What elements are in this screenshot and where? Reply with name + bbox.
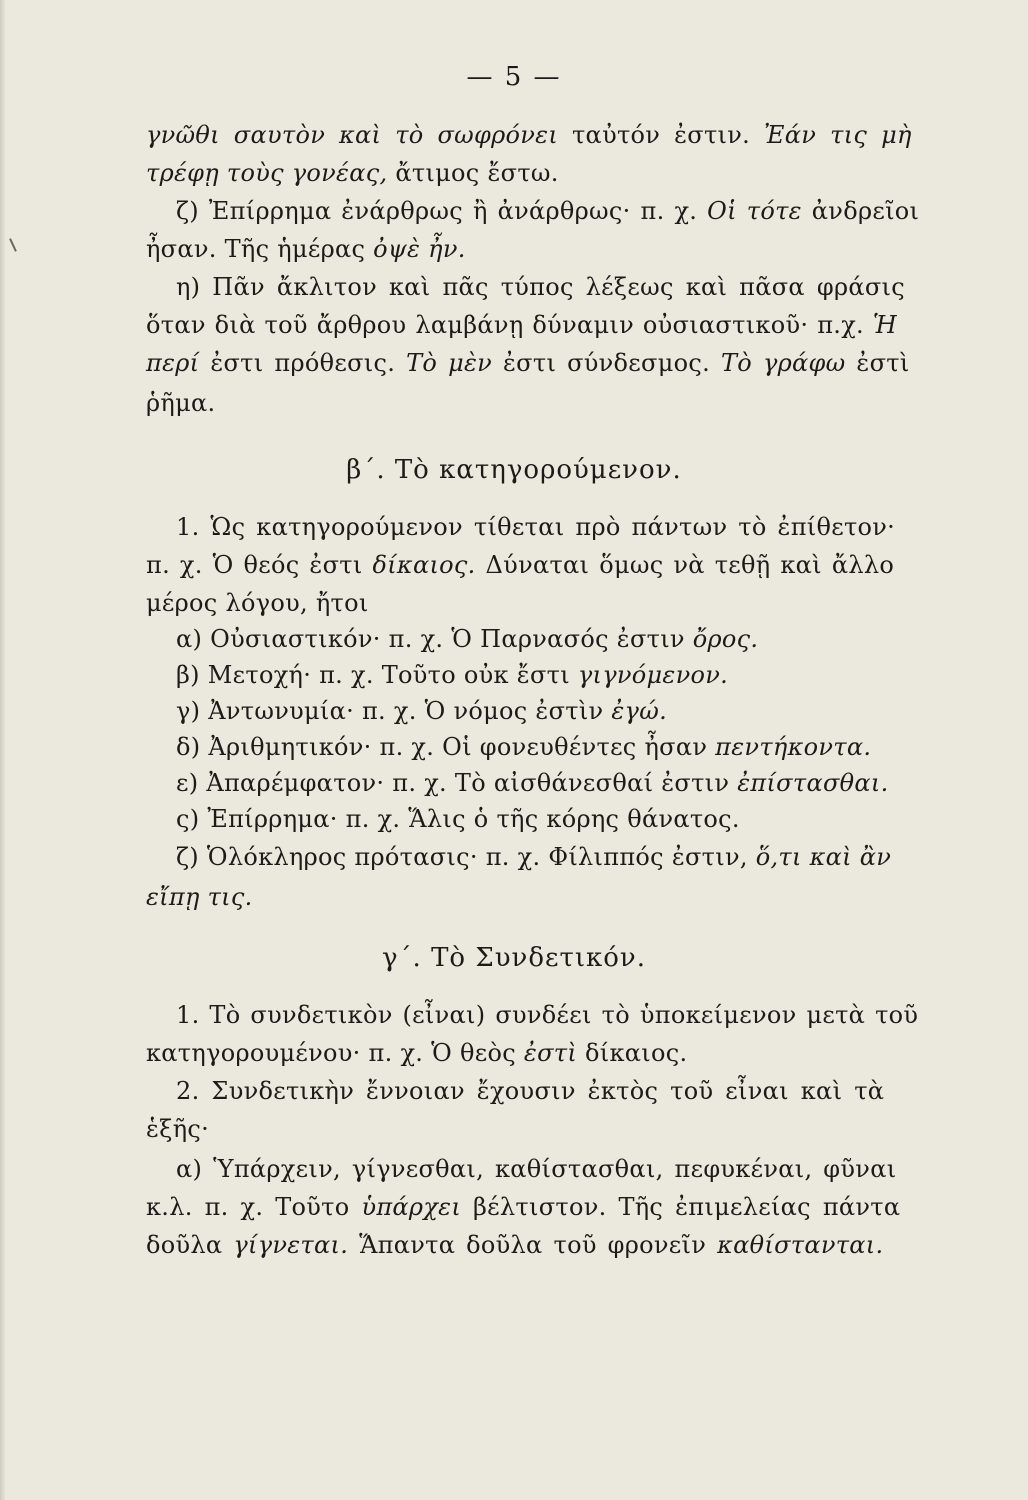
text-line-4 xyxy=(146,234,466,264)
line-25-span-2: ὑπάρχει xyxy=(361,1193,473,1221)
line-13-span-2: γιγνόμενον. xyxy=(577,661,729,689)
line-23-span-1: ἑξῆς· xyxy=(146,1115,210,1143)
line-14-span-1: γ) Ἀντωνυμία· π. χ. Ὁ νόμος ἐστὶν xyxy=(176,697,612,725)
page-number: — 5 — xyxy=(466,62,562,92)
text-line-6 xyxy=(146,310,897,340)
line-5-span-1: η) Πᾶν ἄκλιτον καὶ πᾶς τύπος λέξεως καὶ πᾶσα φράσις xyxy=(176,273,905,301)
line-14-span-2: ἐγώ. xyxy=(611,697,667,725)
line-11-span-1: μέρος λόγου, ἤτοι xyxy=(146,589,369,617)
line-10-span-2: δίκαιος. xyxy=(372,551,486,579)
margin-mark xyxy=(9,238,17,252)
line-3-span-3: ἀνδρεῖοι xyxy=(811,197,920,225)
text-line-16 xyxy=(176,768,889,798)
text-line-21 xyxy=(146,1038,687,1068)
text-line-13 xyxy=(176,660,728,690)
line-7-span-5: Τὸ γράφω xyxy=(720,349,857,377)
line-15-span-1: δ) Ἀριθμητικόν· π. χ. Οἱ φονευθέντες ἦσαν xyxy=(176,733,716,761)
line-26-span-3: Ἅπαντα δοῦλα τοῦ φρονεῖν xyxy=(359,1231,718,1259)
text-line-2 xyxy=(146,158,559,188)
line-12-span-1: α) Οὐσιαστικόν· π. χ. Ὁ Παρνασός ἐστιν xyxy=(176,625,693,653)
text-line-17 xyxy=(176,804,740,834)
line-9-span-1: 1. Ὡς κατηγορούμενον τίθεται πρὸ πάντων τὸ ἐπίθετον· xyxy=(176,513,896,541)
text-line-11 xyxy=(146,588,369,618)
line-7-span-2: ἐστι πρόθεσις. xyxy=(210,349,407,377)
line-26-span-4: καθίστανται. xyxy=(717,1231,884,1259)
text-line-26 xyxy=(146,1230,883,1260)
line-7-span-4: ἐστι σύνδεσμος. xyxy=(503,349,721,377)
text-line-23 xyxy=(146,1114,209,1144)
line-25-span-1: κ.λ. π. χ. Τοῦτο xyxy=(146,1193,362,1221)
line-8-span-1: ῥῆμα. xyxy=(146,389,216,417)
line-3-span-2: Οἱ τότε xyxy=(707,197,812,225)
line-1-span-2: ταὐτόν ἐστιν. xyxy=(571,121,765,149)
text-line-19 xyxy=(146,882,253,912)
text-line-22 xyxy=(176,1076,884,1106)
line-21-span-2: ἐστὶ xyxy=(523,1039,585,1067)
text-line-24 xyxy=(176,1154,896,1184)
line-24-span-1: α) Ὑπάρχειν, γίγνεσθαι, καθίστασθαι, πεφυκέναι, φῦναι xyxy=(176,1155,897,1183)
line-19-span-1: εἴπῃ τις. xyxy=(146,883,253,911)
line-20-span-1: 1. Τὸ συνδετικὸν (εἶναι) συνδέει τὸ ὑποκείμενον μετὰ τοῦ xyxy=(176,1001,919,1029)
text-line-25 xyxy=(146,1192,900,1222)
line-3-span-1: ζ) Ἐπίρρημα ἐνάρθρως ἢ ἀνάρθρως· π. χ. xyxy=(176,197,708,225)
line-10-span-1: π. χ. Ὁ θεός ἐστι xyxy=(146,551,373,579)
line-7-span-1: περί xyxy=(146,349,211,377)
section-heading-b: β΄. Τὸ κατηγορούμενον. xyxy=(346,455,682,485)
text-line-12 xyxy=(176,624,758,654)
line-18-span-2: ὅ,τι καὶ ἂν xyxy=(755,843,892,871)
line-1-span-3: Ἐάν τις μὴ xyxy=(764,121,912,149)
line-25-span-3: βέλτιστον. Τῆς ἐπιμελείας πάντα xyxy=(472,1193,901,1221)
text-line-15 xyxy=(176,732,871,762)
line-4-span-2: ὀψὲ ἦν. xyxy=(373,235,466,263)
text-line-18 xyxy=(176,842,891,872)
line-17-span-1: ς) Ἐπίρρημα· π. χ. Ἅλις ὁ τῆς κόρης θάνατος. xyxy=(176,805,740,833)
line-21-span-1: κατηγορουμένου· π. χ. Ὁ θεὸς xyxy=(146,1039,524,1067)
line-16-span-2: ἐπίστασθαι. xyxy=(737,769,889,797)
text-line-5 xyxy=(176,272,905,302)
text-line-9 xyxy=(176,512,895,542)
text-line-7 xyxy=(146,348,910,378)
line-16-span-1: ε) Ἀπαρέμφατον· π. χ. Τὸ αἰσθάνεσθαί ἐστιν xyxy=(176,769,738,797)
line-22-span-1: 2. Συνδετικὴν ἔννοιαν ἔχουσιν ἐκτὸς τοῦ εἶναι καὶ τὰ xyxy=(176,1077,885,1105)
line-21-span-3: δίκαιος. xyxy=(585,1039,688,1067)
text-line-14 xyxy=(176,696,667,726)
line-2-span-1: τρέφῃ τοὺς γονέας, xyxy=(146,159,396,187)
text-line-1 xyxy=(146,120,912,150)
section-heading-g: γ΄. Τὸ Συνδετικόν. xyxy=(382,943,646,973)
line-2-span-2: ἄτιμος ἔστω. xyxy=(395,159,559,187)
line-26-span-1: δοῦλα xyxy=(146,1231,234,1259)
line-7-span-6: ἐστὶ xyxy=(856,349,910,377)
line-15-span-2: πεντήκοντα. xyxy=(715,733,872,761)
line-4-span-1: ἦσαν. Τῆς ἡμέρας xyxy=(146,235,374,263)
text-line-20 xyxy=(176,1000,918,1030)
line-6-span-1: ὅταν διὰ τοῦ ἄρθρου λαμβάνῃ δύναμιν οὐσιαστικοῦ· π.χ. xyxy=(146,311,873,339)
line-18-span-1: ζ) Ὁλόκληρος πρότασις· π. χ. Φίλιππός ἐστιν, xyxy=(176,843,756,871)
line-1-span-1: γνῶθι σαυτὸν καὶ τὸ σωφρόνει xyxy=(146,121,572,149)
page-edge-shadow xyxy=(0,0,6,1500)
line-26-span-2: γίγνεται. xyxy=(233,1231,360,1259)
line-10-span-3: Δύναται ὅμως νὰ τεθῇ καὶ ἄλλο xyxy=(485,551,895,579)
text-line-8 xyxy=(146,388,215,418)
line-12-span-2: ὄρος. xyxy=(692,625,759,653)
line-6-span-2: Ἡ xyxy=(872,311,898,339)
text-line-10 xyxy=(146,550,894,580)
line-7-span-3: Τὸ μὲν xyxy=(406,349,503,377)
text-line-3 xyxy=(176,196,919,226)
line-13-span-1: β) Μετοχή· π. χ. Τοῦτο οὐκ ἔστι xyxy=(176,661,578,689)
